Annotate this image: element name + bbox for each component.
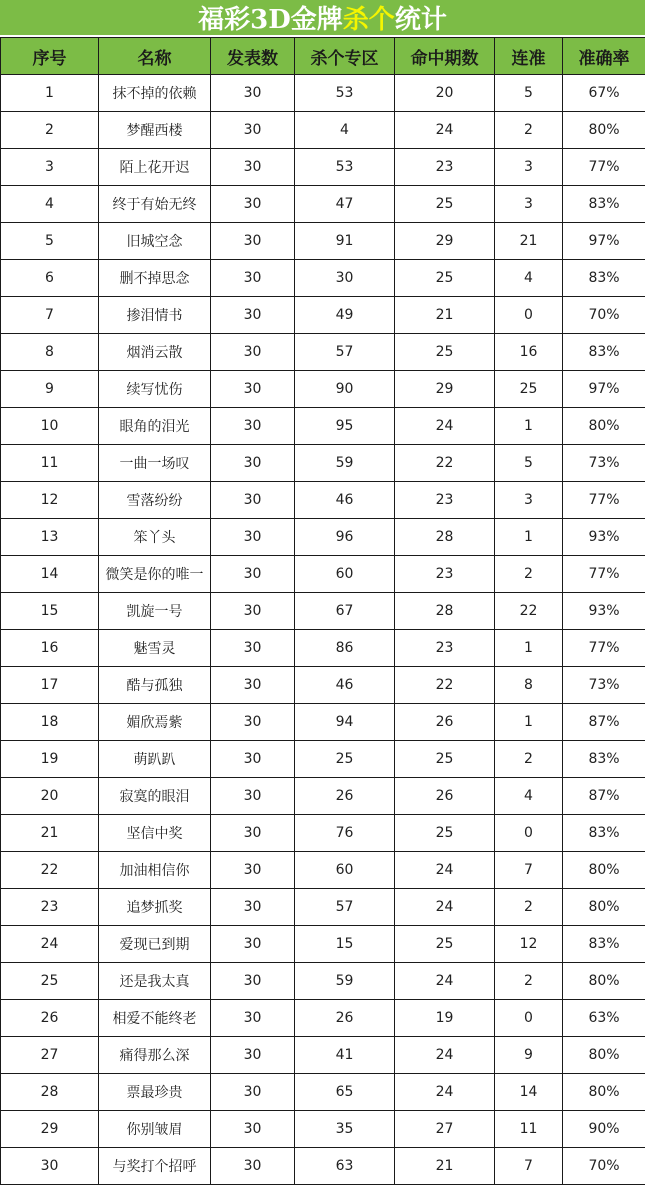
cell-kill-zone: 90 bbox=[295, 371, 395, 408]
cell-hit-count: 23 bbox=[395, 149, 495, 186]
cell-accuracy: 80% bbox=[563, 889, 645, 926]
cell-streak: 7 bbox=[495, 852, 563, 889]
cell-kill-zone: 47 bbox=[295, 186, 395, 223]
cell-kill-zone: 57 bbox=[295, 889, 395, 926]
cell-published: 30 bbox=[211, 482, 295, 519]
cell-hit-count: 24 bbox=[395, 408, 495, 445]
cell-index: 26 bbox=[1, 1000, 99, 1037]
cell-index: 8 bbox=[1, 334, 99, 371]
cell-streak: 5 bbox=[495, 445, 563, 482]
cell-accuracy: 87% bbox=[563, 704, 645, 741]
cell-index: 5 bbox=[1, 223, 99, 260]
cell-name: 续写忧伤 bbox=[99, 371, 211, 408]
cell-kill-zone: 96 bbox=[295, 519, 395, 556]
cell-streak: 2 bbox=[495, 963, 563, 1000]
cell-kill-zone: 60 bbox=[295, 852, 395, 889]
cell-kill-zone: 53 bbox=[295, 75, 395, 112]
col-header-accuracy: 准确率 bbox=[563, 38, 645, 75]
cell-name: 票最珍贵 bbox=[99, 1074, 211, 1111]
cell-streak: 16 bbox=[495, 334, 563, 371]
cell-accuracy: 73% bbox=[563, 667, 645, 704]
cell-streak: 2 bbox=[495, 556, 563, 593]
cell-accuracy: 90% bbox=[563, 1111, 645, 1148]
table-row bbox=[1, 297, 645, 334]
table-row bbox=[1, 852, 645, 889]
cell-name: 还是我太真 bbox=[99, 963, 211, 1000]
table-row bbox=[1, 815, 645, 852]
cell-published: 30 bbox=[211, 778, 295, 815]
table-row bbox=[1, 149, 645, 186]
table-row bbox=[1, 75, 645, 112]
cell-index: 17 bbox=[1, 667, 99, 704]
table-row bbox=[1, 1148, 645, 1185]
col-header-index: 序号 bbox=[1, 38, 99, 75]
table-row bbox=[1, 223, 645, 260]
cell-published: 30 bbox=[211, 1111, 295, 1148]
cell-published: 30 bbox=[211, 815, 295, 852]
page-title bbox=[0, 0, 645, 37]
cell-accuracy: 80% bbox=[563, 112, 645, 149]
cell-streak: 1 bbox=[495, 704, 563, 741]
cell-published: 30 bbox=[211, 926, 295, 963]
cell-index: 25 bbox=[1, 963, 99, 1000]
table-row bbox=[1, 778, 645, 815]
cell-hit-count: 23 bbox=[395, 482, 495, 519]
cell-streak: 9 bbox=[495, 1037, 563, 1074]
col-header-hit-count: 命中期数 bbox=[395, 38, 495, 75]
table-row bbox=[1, 482, 645, 519]
cell-index: 15 bbox=[1, 593, 99, 630]
cell-streak: 11 bbox=[495, 1111, 563, 1148]
cell-name: 雪落纷纷 bbox=[99, 482, 211, 519]
cell-accuracy: 77% bbox=[563, 556, 645, 593]
cell-index: 14 bbox=[1, 556, 99, 593]
cell-published: 30 bbox=[211, 1074, 295, 1111]
cell-published: 30 bbox=[211, 149, 295, 186]
cell-index: 1 bbox=[1, 75, 99, 112]
cell-published: 30 bbox=[211, 445, 295, 482]
title-text-end: 统计 bbox=[394, 5, 447, 35]
table-row bbox=[1, 741, 645, 778]
table-header bbox=[1, 38, 645, 75]
cell-name: 掺泪情书 bbox=[99, 297, 211, 334]
table-row bbox=[1, 1074, 645, 1111]
cell-streak: 14 bbox=[495, 1074, 563, 1111]
title-text-main: 福彩3D金牌 bbox=[198, 5, 343, 35]
cell-hit-count: 25 bbox=[395, 926, 495, 963]
table-row bbox=[1, 704, 645, 741]
cell-accuracy: 73% bbox=[563, 445, 645, 482]
cell-published: 30 bbox=[211, 667, 295, 704]
cell-name: 萌趴趴 bbox=[99, 741, 211, 778]
cell-hit-count: 22 bbox=[395, 667, 495, 704]
cell-streak: 3 bbox=[495, 186, 563, 223]
cell-kill-zone: 25 bbox=[295, 741, 395, 778]
cell-published: 30 bbox=[211, 75, 295, 112]
cell-hit-count: 24 bbox=[395, 1074, 495, 1111]
cell-hit-count: 24 bbox=[395, 963, 495, 1000]
cell-accuracy: 80% bbox=[563, 852, 645, 889]
cell-kill-zone: 60 bbox=[295, 556, 395, 593]
table-row bbox=[1, 1037, 645, 1074]
cell-hit-count: 28 bbox=[395, 593, 495, 630]
cell-name: 爱现已到期 bbox=[99, 926, 211, 963]
cell-kill-zone: 59 bbox=[295, 445, 395, 482]
cell-accuracy: 97% bbox=[563, 371, 645, 408]
table-body bbox=[1, 75, 645, 1185]
table-row bbox=[1, 260, 645, 297]
cell-accuracy: 83% bbox=[563, 186, 645, 223]
cell-accuracy: 87% bbox=[563, 778, 645, 815]
cell-hit-count: 23 bbox=[395, 556, 495, 593]
cell-hit-count: 25 bbox=[395, 260, 495, 297]
table-row bbox=[1, 334, 645, 371]
cell-kill-zone: 65 bbox=[295, 1074, 395, 1111]
cell-accuracy: 80% bbox=[563, 408, 645, 445]
cell-streak: 3 bbox=[495, 482, 563, 519]
cell-hit-count: 24 bbox=[395, 1037, 495, 1074]
cell-index: 7 bbox=[1, 297, 99, 334]
cell-name: 坚信中奖 bbox=[99, 815, 211, 852]
cell-published: 30 bbox=[211, 260, 295, 297]
cell-published: 30 bbox=[211, 593, 295, 630]
cell-accuracy: 83% bbox=[563, 926, 645, 963]
cell-hit-count: 24 bbox=[395, 889, 495, 926]
col-header-published: 发表数 bbox=[211, 38, 295, 75]
cell-streak: 7 bbox=[495, 1148, 563, 1185]
cell-kill-zone: 53 bbox=[295, 149, 395, 186]
cell-name: 追梦抓奖 bbox=[99, 889, 211, 926]
cell-hit-count: 25 bbox=[395, 186, 495, 223]
cell-kill-zone: 94 bbox=[295, 704, 395, 741]
table-row bbox=[1, 1111, 645, 1148]
cell-hit-count: 25 bbox=[395, 741, 495, 778]
cell-kill-zone: 91 bbox=[295, 223, 395, 260]
cell-index: 13 bbox=[1, 519, 99, 556]
cell-accuracy: 80% bbox=[563, 1074, 645, 1111]
table-row bbox=[1, 667, 645, 704]
cell-streak: 1 bbox=[495, 630, 563, 667]
cell-streak: 4 bbox=[495, 778, 563, 815]
cell-name: 微笑是你的唯一 bbox=[99, 556, 211, 593]
cell-accuracy: 70% bbox=[563, 1148, 645, 1185]
cell-published: 30 bbox=[211, 1148, 295, 1185]
cell-kill-zone: 49 bbox=[295, 297, 395, 334]
cell-kill-zone: 30 bbox=[295, 260, 395, 297]
cell-published: 30 bbox=[211, 1037, 295, 1074]
cell-published: 30 bbox=[211, 186, 295, 223]
cell-name: 烟消云散 bbox=[99, 334, 211, 371]
table-row bbox=[1, 1000, 645, 1037]
cell-index: 9 bbox=[1, 371, 99, 408]
col-header-streak: 连准 bbox=[495, 38, 563, 75]
cell-published: 30 bbox=[211, 963, 295, 1000]
col-header-name: 名称 bbox=[99, 38, 211, 75]
cell-name: 陌上花开迟 bbox=[99, 149, 211, 186]
cell-accuracy: 77% bbox=[563, 149, 645, 186]
cell-index: 6 bbox=[1, 260, 99, 297]
cell-kill-zone: 26 bbox=[295, 1000, 395, 1037]
cell-index: 3 bbox=[1, 149, 99, 186]
cell-name: 旧城空念 bbox=[99, 223, 211, 260]
cell-name: 眼角的泪光 bbox=[99, 408, 211, 445]
cell-index: 12 bbox=[1, 482, 99, 519]
cell-kill-zone: 67 bbox=[295, 593, 395, 630]
cell-kill-zone: 63 bbox=[295, 1148, 395, 1185]
table-row bbox=[1, 408, 645, 445]
cell-index: 28 bbox=[1, 1074, 99, 1111]
cell-streak: 22 bbox=[495, 593, 563, 630]
cell-name: 媚欣焉紫 bbox=[99, 704, 211, 741]
cell-accuracy: 67% bbox=[563, 75, 645, 112]
cell-published: 30 bbox=[211, 704, 295, 741]
cell-published: 30 bbox=[211, 630, 295, 667]
cell-name: 终于有始无终 bbox=[99, 186, 211, 223]
cell-kill-zone: 95 bbox=[295, 408, 395, 445]
cell-name: 魅雪灵 bbox=[99, 630, 211, 667]
cell-name: 寂寞的眼泪 bbox=[99, 778, 211, 815]
cell-index: 29 bbox=[1, 1111, 99, 1148]
table-row bbox=[1, 963, 645, 1000]
cell-accuracy: 93% bbox=[563, 593, 645, 630]
cell-index: 18 bbox=[1, 704, 99, 741]
cell-streak: 0 bbox=[495, 1000, 563, 1037]
cell-kill-zone: 46 bbox=[295, 482, 395, 519]
cell-hit-count: 25 bbox=[395, 815, 495, 852]
cell-kill-zone: 26 bbox=[295, 778, 395, 815]
cell-streak: 2 bbox=[495, 741, 563, 778]
title-text-highlight: 杀个 bbox=[342, 5, 395, 35]
cell-accuracy: 83% bbox=[563, 260, 645, 297]
cell-accuracy: 83% bbox=[563, 334, 645, 371]
cell-accuracy: 93% bbox=[563, 519, 645, 556]
cell-hit-count: 27 bbox=[395, 1111, 495, 1148]
cell-published: 30 bbox=[211, 556, 295, 593]
cell-name: 一曲一场叹 bbox=[99, 445, 211, 482]
cell-accuracy: 80% bbox=[563, 963, 645, 1000]
cell-index: 30 bbox=[1, 1148, 99, 1185]
stats-table bbox=[0, 37, 645, 1185]
cell-streak: 5 bbox=[495, 75, 563, 112]
cell-hit-count: 24 bbox=[395, 112, 495, 149]
cell-name: 相爱不能终老 bbox=[99, 1000, 211, 1037]
cell-hit-count: 19 bbox=[395, 1000, 495, 1037]
cell-hit-count: 29 bbox=[395, 223, 495, 260]
cell-published: 30 bbox=[211, 112, 295, 149]
col-header-kill-zone: 杀个专区 bbox=[295, 38, 395, 75]
table-row bbox=[1, 889, 645, 926]
cell-accuracy: 83% bbox=[563, 741, 645, 778]
cell-streak: 0 bbox=[495, 815, 563, 852]
table-row bbox=[1, 630, 645, 667]
cell-hit-count: 21 bbox=[395, 297, 495, 334]
cell-streak: 4 bbox=[495, 260, 563, 297]
cell-hit-count: 21 bbox=[395, 1148, 495, 1185]
cell-hit-count: 26 bbox=[395, 704, 495, 741]
cell-index: 22 bbox=[1, 852, 99, 889]
cell-accuracy: 80% bbox=[563, 1037, 645, 1074]
table-row bbox=[1, 186, 645, 223]
cell-kill-zone: 4 bbox=[295, 112, 395, 149]
cell-published: 30 bbox=[211, 852, 295, 889]
cell-index: 16 bbox=[1, 630, 99, 667]
cell-streak: 2 bbox=[495, 889, 563, 926]
cell-name: 加油相信你 bbox=[99, 852, 211, 889]
cell-hit-count: 25 bbox=[395, 334, 495, 371]
cell-hit-count: 23 bbox=[395, 630, 495, 667]
cell-index: 23 bbox=[1, 889, 99, 926]
cell-index: 2 bbox=[1, 112, 99, 149]
cell-kill-zone: 86 bbox=[295, 630, 395, 667]
cell-hit-count: 20 bbox=[395, 75, 495, 112]
table-row bbox=[1, 445, 645, 482]
cell-published: 30 bbox=[211, 741, 295, 778]
cell-name: 凯旋一号 bbox=[99, 593, 211, 630]
cell-streak: 1 bbox=[495, 519, 563, 556]
cell-kill-zone: 15 bbox=[295, 926, 395, 963]
cell-index: 11 bbox=[1, 445, 99, 482]
cell-index: 21 bbox=[1, 815, 99, 852]
cell-streak: 0 bbox=[495, 297, 563, 334]
cell-published: 30 bbox=[211, 371, 295, 408]
cell-kill-zone: 57 bbox=[295, 334, 395, 371]
cell-streak: 12 bbox=[495, 926, 563, 963]
cell-published: 30 bbox=[211, 334, 295, 371]
cell-index: 24 bbox=[1, 926, 99, 963]
cell-name: 与奖打个招呼 bbox=[99, 1148, 211, 1185]
cell-published: 30 bbox=[211, 297, 295, 334]
table-row bbox=[1, 556, 645, 593]
cell-name: 笨丫头 bbox=[99, 519, 211, 556]
cell-name: 你别皱眉 bbox=[99, 1111, 211, 1148]
cell-hit-count: 26 bbox=[395, 778, 495, 815]
cell-streak: 3 bbox=[495, 149, 563, 186]
cell-streak: 8 bbox=[495, 667, 563, 704]
cell-published: 30 bbox=[211, 1000, 295, 1037]
cell-name: 删不掉思念 bbox=[99, 260, 211, 297]
cell-kill-zone: 76 bbox=[295, 815, 395, 852]
cell-accuracy: 83% bbox=[563, 815, 645, 852]
cell-hit-count: 28 bbox=[395, 519, 495, 556]
cell-published: 30 bbox=[211, 519, 295, 556]
cell-kill-zone: 35 bbox=[295, 1111, 395, 1148]
cell-kill-zone: 46 bbox=[295, 667, 395, 704]
cell-streak: 25 bbox=[495, 371, 563, 408]
cell-index: 20 bbox=[1, 778, 99, 815]
cell-accuracy: 97% bbox=[563, 223, 645, 260]
cell-index: 4 bbox=[1, 186, 99, 223]
cell-name: 痛得那么深 bbox=[99, 1037, 211, 1074]
cell-streak: 21 bbox=[495, 223, 563, 260]
cell-index: 27 bbox=[1, 1037, 99, 1074]
cell-accuracy: 77% bbox=[563, 482, 645, 519]
table-row bbox=[1, 519, 645, 556]
table-row bbox=[1, 593, 645, 630]
header-row bbox=[1, 38, 645, 75]
cell-name: 梦醒西楼 bbox=[99, 112, 211, 149]
cell-published: 30 bbox=[211, 889, 295, 926]
table-row bbox=[1, 112, 645, 149]
cell-index: 10 bbox=[1, 408, 99, 445]
table-row bbox=[1, 371, 645, 408]
cell-name: 酷与孤独 bbox=[99, 667, 211, 704]
cell-hit-count: 24 bbox=[395, 852, 495, 889]
cell-hit-count: 22 bbox=[395, 445, 495, 482]
cell-index: 19 bbox=[1, 741, 99, 778]
cell-hit-count: 29 bbox=[395, 371, 495, 408]
table-row bbox=[1, 926, 645, 963]
cell-kill-zone: 41 bbox=[295, 1037, 395, 1074]
cell-streak: 1 bbox=[495, 408, 563, 445]
cell-streak: 2 bbox=[495, 112, 563, 149]
cell-accuracy: 63% bbox=[563, 1000, 645, 1037]
cell-name: 抹不掉的依赖 bbox=[99, 75, 211, 112]
cell-accuracy: 70% bbox=[563, 297, 645, 334]
cell-kill-zone: 59 bbox=[295, 963, 395, 1000]
cell-accuracy: 77% bbox=[563, 630, 645, 667]
cell-published: 30 bbox=[211, 223, 295, 260]
cell-published: 30 bbox=[211, 408, 295, 445]
